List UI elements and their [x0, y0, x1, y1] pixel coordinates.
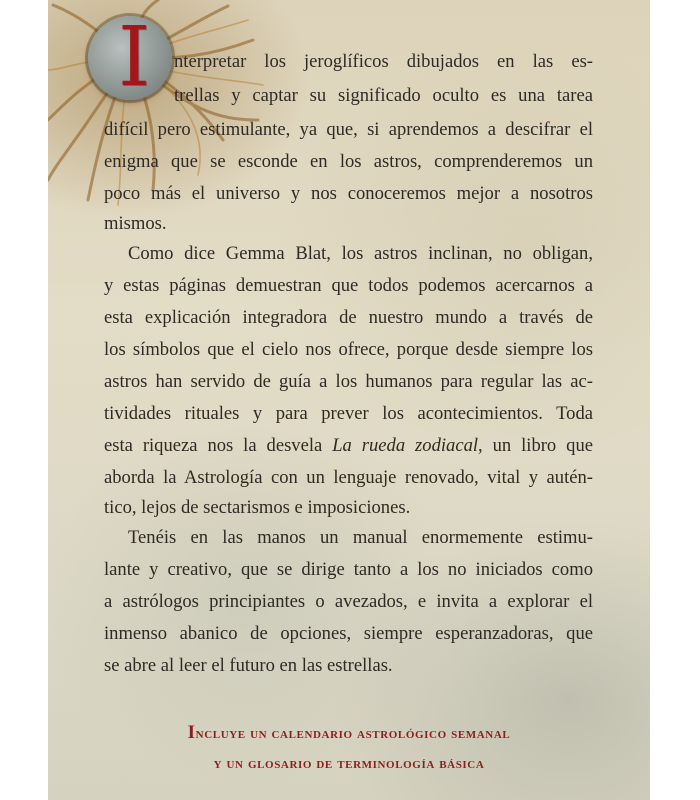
paragraph-1-line: trellas y captar su significado oculto es una tarea: [174, 85, 593, 106]
paragraph-2-line: esta explicación integradora de nuestro mundo a través de: [104, 307, 593, 328]
book-back-cover: [48, 0, 650, 800]
paragraph-2-line: y estas páginas demuestran que todos podemos acercarnos a: [104, 275, 593, 296]
footer-line-2: y un glosario de terminología básica: [213, 756, 485, 772]
paragraph-1-line: poco más el universo y nos conoceremos mejor a nosotros: [104, 183, 593, 204]
paragraph-2-line: tividades rituales y para prever los acontecimientos. Toda: [104, 403, 593, 424]
paragraph-2-line: tico, lejos de sectarismos e imposiciones.: [104, 497, 411, 518]
paragraph-3-line: a astrólogos principiantes o avezados, e invita a explorar el: [104, 591, 593, 612]
paragraph-1-line: enigma que se esconde en los astros, comprenderemos un: [104, 151, 593, 172]
footer-line-1: [48, 722, 650, 744]
paragraph-3-line: inmenso abanico de opciones, siempre esperanzadoras, que: [104, 623, 593, 644]
text-fragment: , un libro que: [478, 435, 593, 456]
paragraph-3-line: se abre al leer el futuro en las estrellas.: [104, 655, 393, 676]
book-title: La rueda zodiacal: [332, 435, 479, 456]
paragraph-1-line: nterpretar los jeroglíficos dibujados en las es-: [174, 51, 593, 72]
paragraph-2-line: los símbolos que el cielo nos ofrece, porque desde siempre los: [104, 339, 593, 360]
paragraph-2-line: astros han servido de guía a los humanos para regular las ac-: [104, 371, 593, 392]
text-fragment: esta riqueza nos la desvela: [104, 435, 333, 456]
footer-initial: I: [187, 722, 196, 743]
paragraph-3-line: lante y creativo, que se dirige tanto a los no iniciados como: [104, 559, 593, 580]
paragraph-3-line: Tenéis en las manos un manual enormemente estimu-: [128, 527, 593, 548]
footer-text: ncluye un calendario astrológico semanal: [195, 726, 511, 742]
paragraph-2-line: [104, 434, 593, 458]
dropcap-letter: I: [118, 10, 151, 105]
paragraph-2-line: aborda la Astrología con un lenguaje renovado, vital y autén-: [104, 467, 593, 488]
paragraph-1-line: mismos.: [104, 213, 167, 234]
paragraph-1-line: difícil pero estimulante, ya que, si aprendemos a descifrar el: [104, 119, 593, 140]
paragraph-2-line: Como dice Gemma Blat, los astros inclinan, no obligan,: [128, 243, 593, 264]
